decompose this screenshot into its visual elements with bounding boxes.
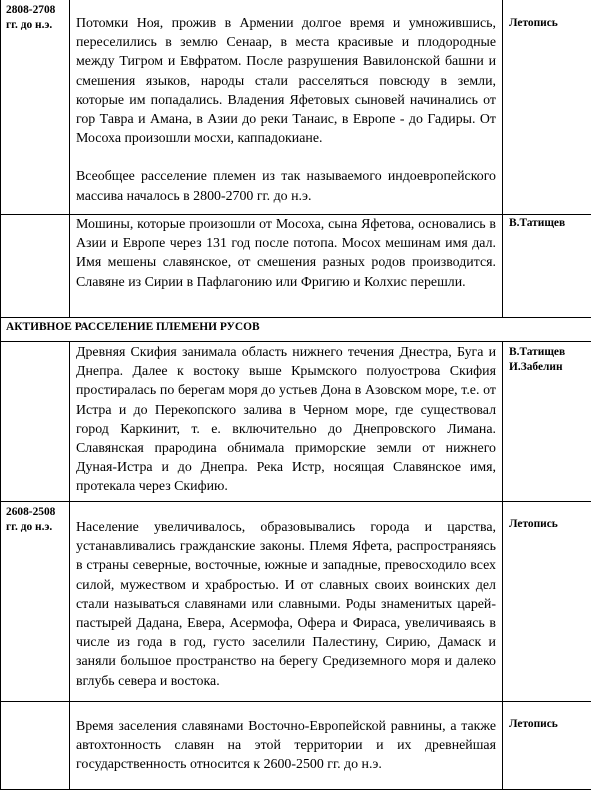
date-era: гг. до н.э. <box>6 18 69 33</box>
text-cell <box>70 0 503 215</box>
source-name: И.Забелин <box>509 360 591 375</box>
text-cell <box>70 342 503 502</box>
date-era: гг. до н.э. <box>6 520 69 535</box>
section-row <box>1 318 591 342</box>
source-cell <box>503 215 591 318</box>
section-cell <box>1 318 591 342</box>
source-cell <box>503 502 591 702</box>
paragraph: Население увеличивалось, образовывались города и царства, устанавливались гражданские законы. Племя Яфета, распространяясь в страны северные, восточные, южные и западные, превосходило всех силой, мужеством и храбростью. И от славных своих воинских дел стали называться славянами или славными. Роды знаменитых царей-пастырей Дадана, Евера, Асермофа, Офера и Фираса, увеличиваясь в числе из года в год, густо заселили Палестину, Сирию, Дамаск и заняли большое пространство на берегу Средиземного моря и далеко вглубь севера и востока. <box>76 518 496 691</box>
date-cell <box>1 0 70 215</box>
date-cell <box>1 502 70 702</box>
text-cell <box>70 215 503 318</box>
date-cell <box>1 342 70 502</box>
section-heading: АКТИВНОЕ РАССЕЛЕНИЕ ПЛЕМЕНИ РУСОВ <box>1 318 591 341</box>
paragraph: Мошины, которые произошли от Мосоха, сына Яфетова, основались в Азии и Европе через 131 год после потопа. Мосох мешинам имя дал. Имя мешены славянское, от смешения разных родов производится. Славяне из Сирии в Пафлагонию или Фригию и Колхис перешли. <box>76 215 496 292</box>
source-cell <box>503 0 591 215</box>
paragraph: Потомки Ноя, прожив в Армении долгое время и умножившись, переселились в землю Сенаар, в места красивые и плодородные между Тигром и Евфратом. После разрушения Вавилонской башни и смешения языков, народы стали расселяться повсюду в земли, которые им попадались. Владения Яфетовых сыновей начинались от гор Тавра и Амана, в Азии до реки Танаис, в Европе - до Гадиры. От Мосоха произошли мосхи, каппадокиане. <box>76 14 496 148</box>
source-cell <box>503 702 591 790</box>
source-name: Летопись <box>509 717 591 732</box>
source-name: В.Татищев <box>509 345 591 360</box>
table-row <box>1 702 591 790</box>
date-range: 2808-2708 <box>6 3 69 18</box>
table-row <box>1 0 591 215</box>
text-cell <box>70 502 503 702</box>
source-cell <box>503 342 591 502</box>
table-row <box>1 342 591 502</box>
date-range: 2608-2508 <box>6 505 69 520</box>
date-cell <box>1 702 70 790</box>
source-name: В.Татищев <box>509 216 591 231</box>
text-cell <box>70 702 503 790</box>
source-name: Летопись <box>509 16 591 31</box>
paragraph: Всеобщее расселение племен из так называемого индоевропейского массива началось в 2800-2700 гг. до н.э. <box>76 167 496 205</box>
paragraph: Древняя Скифия занимала область нижнего течения Днестра, Буга и Днепра. Далее к востоку выше Крымского полуострова Скифия простиралась по берегам моря до устьев Дона в Азовском море, т.е. от Истра и до Перекопского залива в Черном море, где существовал город Каркинит, т. е. включительно до Днепровского Лимана. Славянская прародина обнимала приморские земли от нижнего Дуная-Истра и до Днепра. Река Истр, носящая Славянское имя, протекала через Скифию. <box>76 343 496 497</box>
table-row <box>1 502 591 702</box>
table-row <box>1 215 591 318</box>
source-name: Летопись <box>509 517 591 532</box>
paragraph: Время заселения славянами Восточно-Европейской равнины, а также автохтонность славян на этой территории и их древнейшая государственность относится к 2600-2500 гг. до н.э. <box>76 717 496 775</box>
date-cell <box>1 215 70 318</box>
